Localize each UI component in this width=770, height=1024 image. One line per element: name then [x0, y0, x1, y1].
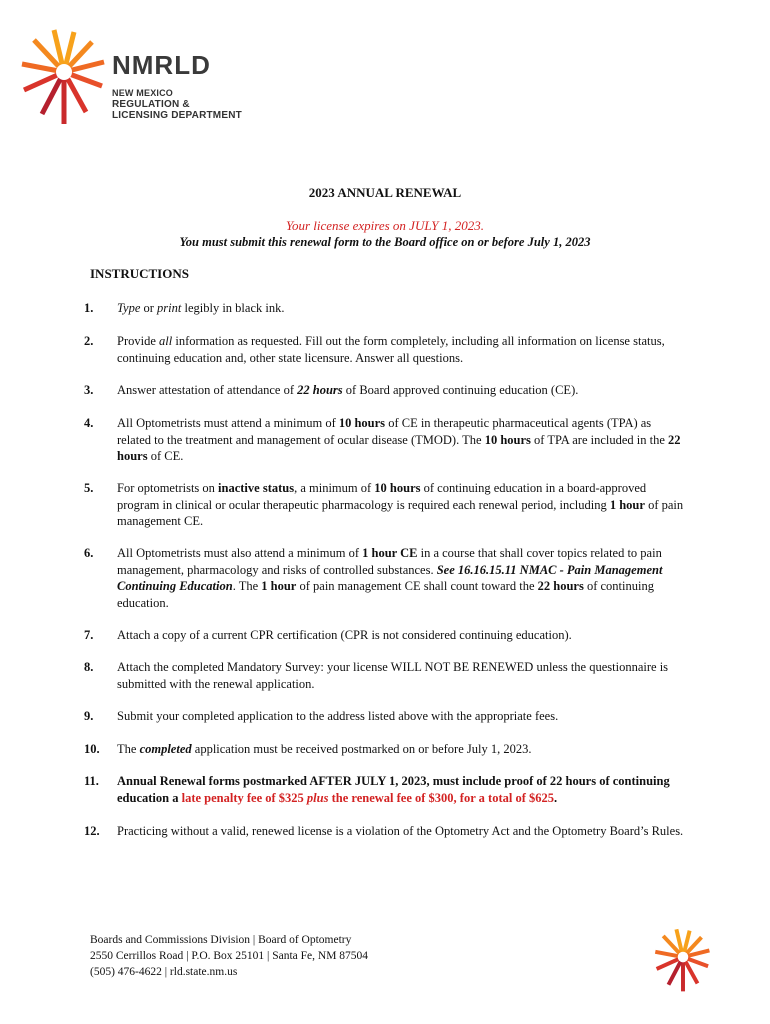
instruction-text-run: of continuing education in a board-approved program in clinical or ocular therapeutic pharmacology is required each renewal period, including [117, 481, 647, 512]
instruction-number: 2. [84, 334, 94, 348]
instruction-text-run: 10 hours [338, 416, 386, 430]
nmrld-logo [20, 28, 280, 128]
instruction-text-run: All Optometrists must attend a minimum of [117, 416, 339, 430]
instruction-text [117, 773, 687, 806]
logo-dept-line-2: REGULATION & [112, 99, 190, 110]
logo-dept-line-3: LICENSING DEPARTMENT [112, 110, 242, 121]
instruction-text-run: 10 hours [374, 481, 421, 495]
instruction-text-run: Attach the completed Mandatory Survey: your license WILL NOT BE RENEWED unless the questionnaire is submitted with the renewal application. [117, 660, 669, 691]
instruction-number: 9. [84, 709, 94, 723]
footer-phone-web: (505) 476-4622 | rld.state.nm.us [90, 966, 238, 978]
instruction-text [117, 823, 687, 840]
instruction-text-run: all [159, 334, 173, 348]
instruction-text-run: Practicing without a valid, renewed license is a violation of the Optometry Act and the Optometry Board’s Rules. [117, 824, 684, 838]
instruction-number: 11. [84, 774, 99, 788]
footer-address: 2550 Cerrillos Road | P.O. Box 25101 | Santa Fe, NM 87504 [90, 950, 369, 962]
instruction-text [117, 741, 687, 758]
instruction-text-run: plus [306, 790, 329, 805]
instruction-text-run: . The [232, 579, 262, 593]
logo-dept-line-1: NEW MEXICO [112, 88, 174, 98]
instruction-text-run: For optometrists on [117, 481, 219, 495]
instruction-text-run: print [157, 301, 182, 315]
instruction-text-run: completed [139, 742, 192, 756]
instruction-text [117, 333, 687, 366]
instruction-number: 8. [84, 660, 94, 674]
instruction-text [117, 300, 687, 317]
logo-abbreviation: NMRLD [112, 50, 211, 80]
instruction-text-run: inactive status [218, 481, 295, 495]
instruction-text-run: 10 hours [484, 432, 531, 447]
instruction-number: 3. [84, 383, 94, 397]
instruction-text-run: of CE in therapeutic pharmaceutical agents (TPA) as related to the treatment and management of ocular disease (TMOD). The [117, 416, 652, 447]
instruction-text-run: Provide [117, 334, 160, 348]
instruction-text [117, 545, 687, 611]
instruction-text [117, 627, 687, 644]
instruction-text-run: The [117, 742, 140, 756]
sunburst-logo-icon [20, 28, 108, 128]
footer-contact [90, 932, 368, 980]
instruction-text-run: See 16.16.15.11 NMAC - Pain Management Continuing Education [117, 562, 663, 593]
instruction-text-run: Type [117, 301, 141, 315]
instruction-text-run: of continuing education. [117, 579, 654, 610]
instruction-text-run: of TPA are included in the [530, 432, 669, 447]
instruction-number: 6. [84, 546, 94, 560]
instruction-number: 5. [84, 481, 94, 495]
instruction-text-run: of pain management CE. [117, 497, 684, 528]
expiration-notice: Your license expires on JULY 1, 2023. [285, 218, 485, 233]
instruction-text-run: 1 hour [609, 497, 645, 512]
instruction-text-run: late penalty fee of $325 [181, 790, 307, 805]
instruction-text-run: Answer attestation of attendance of [117, 383, 298, 397]
instruction-text-run: Annual Renewal forms postmarked AFTER JULY 1, 2023, must include proof of 22 hours of continuing education a [117, 774, 670, 805]
instruction-text-run: . [554, 790, 558, 805]
instruction-text-run: 22 hours [537, 579, 584, 593]
instruction-text-run: 22 hours [297, 383, 343, 397]
instruction-text-run: 22 hours [117, 432, 681, 463]
instruction-text-run: 1 hour [261, 579, 297, 593]
instruction-text [117, 708, 687, 725]
instruction-number: 10. [84, 742, 100, 756]
instruction-number: 7. [84, 628, 94, 642]
instruction-text-run: Attach a copy of a current CPR certification (CPR is not considered continuing education). [117, 628, 572, 642]
logo-department-name [112, 88, 242, 121]
instruction-text [117, 415, 687, 465]
instructions-heading: INSTRUCTIONS [90, 266, 189, 281]
instruction-text-run: in a course that shall cover topics related to pain management, pharmacology and risks of controlled substances. [117, 546, 662, 577]
instruction-text-run: of Board approved continuing education (CE). [342, 383, 579, 397]
instruction-text-run: of CE. [147, 449, 184, 463]
footer-sunburst-icon [650, 928, 716, 994]
instruction-text-run: the renewal fee of $300, for a total of $625 [328, 790, 554, 805]
instruction-text-run: application must be received postmarked on or before July 1, 2023. [191, 742, 532, 756]
instruction-number: 4. [84, 416, 94, 430]
instruction-text [117, 659, 687, 692]
document-title: 2023 ANNUAL RENEWAL [308, 185, 462, 200]
instruction-number: 1. [84, 301, 94, 315]
instruction-text [117, 480, 687, 530]
instruction-text-run: or [140, 301, 158, 315]
instruction-text-run: 1 hour CE [362, 546, 418, 560]
instruction-text-run: Submit your completed application to the address listed above with the appropriate fees. [117, 709, 559, 723]
instruction-text-run: , a minimum of [294, 481, 375, 495]
instruction-text-run: All Optometrists must also attend a minimum of [117, 546, 363, 560]
instruction-text [117, 382, 687, 399]
submission-deadline: You must submit this renewal form to the Board office on or before July 1, 2023 [179, 235, 591, 249]
instruction-text-run: information as requested. Fill out the form completely, including all information on license status, continuing education and, other state licensure. Answer all questions. [117, 334, 665, 365]
instruction-number: 12. [84, 824, 100, 838]
footer-division: Boards and Commissions Division | Board of Optometry [90, 934, 352, 946]
instruction-text-run: of pain management CE shall count toward the [296, 579, 538, 593]
instruction-text-run: legibly in black ink. [181, 301, 285, 315]
